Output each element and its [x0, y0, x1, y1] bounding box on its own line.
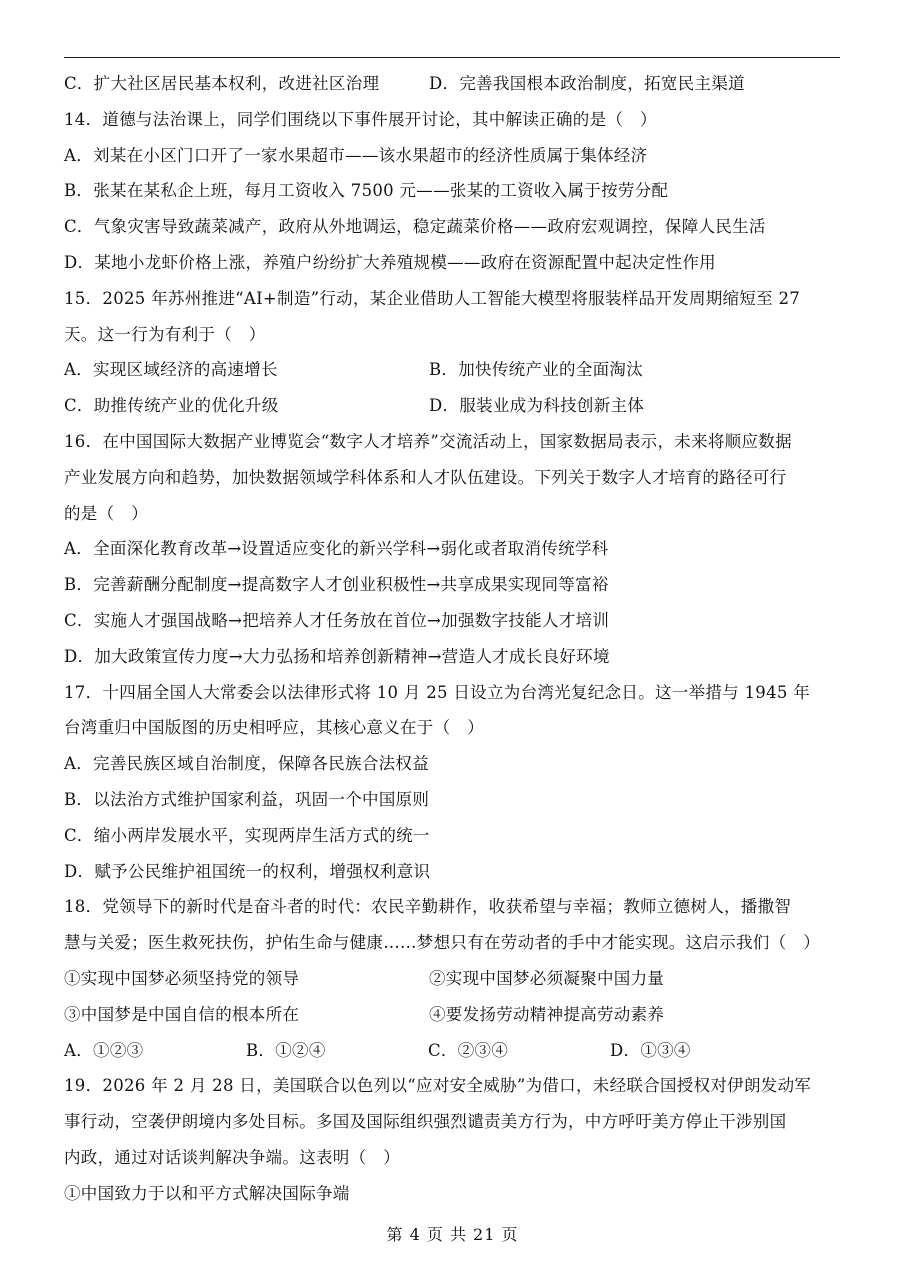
header-rule — [64, 57, 840, 58]
q16-option-d: D．加大政策宣传力度→大力弘扬和培养创新精神→营造人才成长良好环境 — [64, 646, 610, 666]
question-19-line1: 19．2026 年 2 月 28 日，美国联合以色列以“应对安全威胁”为借口，未经联合国授权对伊朗发动军 — [64, 1076, 812, 1096]
question-15-line2: 天。这一行为有利于（ ） — [64, 324, 266, 344]
question-19-line2: 事行动，空袭伊朗境内多处目标。多国及国际组织强烈谴责美方行为，中方呼吁美方停止干涉别国 — [64, 1112, 787, 1132]
q15-option-c: C．助推传统产业的优化升级 — [64, 396, 279, 416]
q15-option-b: B．加快传统产业的全面淘汰 — [429, 360, 644, 380]
q18-statement-3: ③中国梦是中国自信的根本所在 — [64, 1004, 300, 1024]
q14-option-a: A．刘某在小区门口开了一家水果超市——该水果超市的经济性质属于集体经济 — [64, 145, 648, 165]
q15-options-ab — [64, 352, 854, 388]
q18-statements-34 — [64, 997, 854, 1033]
question-16-line2: 产业发展方向和趋势，加快数据领域学科体系和人才队伍建设。下列关于数字人才培育的路径可行 — [64, 467, 787, 487]
q18-option-c: C．②③④ — [428, 1040, 509, 1060]
question-16-line1: 16．在中国国际大数据产业博览会“数字人才培养”交流活动上，国家数据局表示，未来将顺应数据 — [64, 431, 792, 451]
q14-option-c: C．气象灾害导致蔬菜减产，政府从外地调运，稳定蔬菜价格——政府宏观调控，保障人民生活 — [64, 217, 766, 237]
q15-option-d: D．服装业成为科技创新主体 — [429, 396, 645, 416]
option-c: C．扩大社区居民基本权利，改进社区治理 — [64, 74, 380, 93]
q16-option-a: A．全面深化教育改革→设置适应变化的新兴学科→弱化或者取消传统学科 — [64, 539, 609, 559]
question-18-line2: 慧与关爱；医生救死扶伤，护佑生命与健康……梦想只有在劳动者的手中才能实现。这启示我们（ ） — [64, 933, 820, 953]
question-17-line2: 台湾重归中国版图的历史相呼应，其核心意义在于（ ） — [64, 718, 484, 738]
q18-option-a: A．①②③ — [64, 1040, 144, 1060]
q15-options-cd — [64, 388, 854, 424]
q17-option-a: A．完善民族区域自治制度，保障各民族合法权益 — [64, 754, 430, 774]
q17-option-c: C．缩小两岸发展水平，实现两岸生活方式的统一 — [64, 825, 430, 845]
q16-option-c: C．实施人才强国战略→把培养人才任务放在首位→加强数字技能人才培训 — [64, 610, 610, 630]
exam-page — [64, 66, 854, 1212]
q17-option-d: D．赋予公民维护祖国统一的权利，增强权利意识 — [64, 861, 431, 881]
question-17-line1: 17．十四届全国人大常委会以法律形式将 10 月 25 日设立为台湾光复纪念日。这一举措与 1945 年 — [64, 682, 811, 702]
q16-option-b: B．完善薪酬分配制度→提高数字人才创业积极性→共享成果实现同等富裕 — [64, 575, 609, 595]
question-14: 14．道德与法治课上，同学们围绕以下事件展开讨论，其中解读正确的是（ ） — [64, 109, 657, 129]
q18-option-b: B．①②④ — [246, 1040, 326, 1060]
q18-statement-1: ①实现中国梦必须坚持党的领导 — [64, 968, 300, 988]
q17-option-b: B．以法治方式维护国家利益，巩固一个中国原则 — [64, 789, 430, 809]
question-16-line3: 的是（ ） — [64, 503, 148, 523]
q15-option-a: A．实现区域经济的高速增长 — [64, 360, 278, 380]
question-15-line1: 15．2025 年苏州推进“AI+制造”行动，某企业借助人工智能大模型将服装样品开发周期缩短至 27 — [64, 288, 801, 308]
question-19-line3: 内政，通过对话谈判解决争端。这表明（ ） — [64, 1147, 400, 1167]
q19-statement-1: ①中国致力于以和平方式解决国际争端 — [64, 1183, 350, 1203]
q18-options — [64, 1033, 854, 1069]
page-number-footer: 第 4 页 共 21 页 — [386, 1225, 519, 1244]
option-d: D．完善我国根本政治制度，拓宽民主渠道 — [429, 74, 745, 93]
q18-statements-12 — [64, 961, 854, 997]
q14-option-b: B．张某在某私企上班，每月工资收入 7500 元——张某的工资收入属于按劳分配 — [64, 181, 669, 201]
q14-option-d: D．某地小龙虾价格上涨，养殖户纷纷扩大养殖规模——政府在资源配置中起决定性作用 — [64, 252, 716, 272]
q18-statement-2: ②实现中国梦必须凝聚中国力量 — [429, 968, 665, 988]
q18-statement-4: ④要发扬劳动精神提高劳动素养 — [429, 1004, 665, 1024]
q18-option-d: D．①③④ — [610, 1040, 691, 1060]
question-18-line1: 18．党领导下的新时代是奋斗者的时代：农民辛勤耕作，收获希望与幸福；教师立德树人，播撒智 — [64, 897, 792, 917]
q13-options-cd — [64, 66, 854, 102]
